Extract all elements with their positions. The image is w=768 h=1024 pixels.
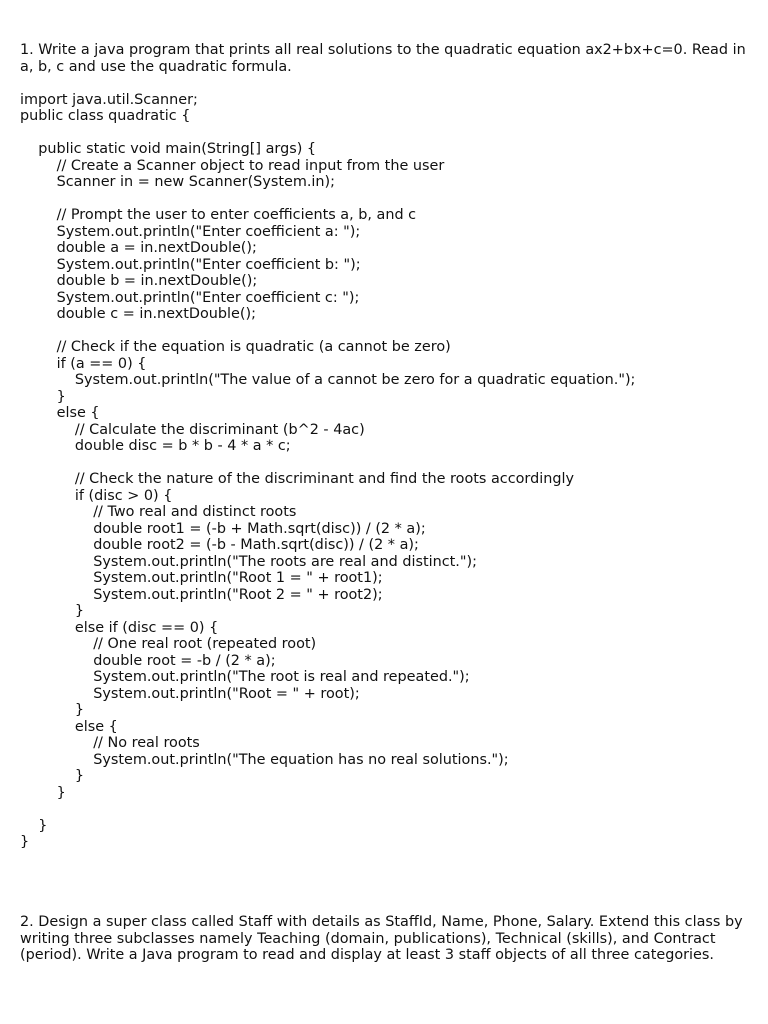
code-line: } [20,784,66,801]
code-line: System.out.println("The root is real and repeated."); [20,669,470,685]
blank-line [20,323,752,340]
code-line: System.out.println("Root 1 = " + root1); [20,570,383,586]
code-line: System.out.println("Enter coefficient a: "); [20,223,361,240]
blank-line [20,125,752,142]
code-line: double root1 = (-b + Math.sqrt(disc)) / (2 * a); [20,520,426,537]
code-line: // Two real and distinct roots [20,504,297,520]
question-1-text: 1. Write a java program that prints all real solutions to the quadratic equation ax2+bx+c=0. Read in a, b, c and use the quadratic formula. [20,42,746,75]
code-line: } [20,603,85,619]
code-line: // Check the nature of the discriminant and find the roots accordingly [20,471,574,487]
code-line: public static void main(String[] args) { [20,141,317,157]
code-line: import java.util.Scanner; [20,91,198,108]
code-line: System.out.println("Root 2 = " + root2); [20,586,383,603]
code-line: // Calculate the discriminant (b^2 - 4ac) [20,421,365,438]
code-line: else { [20,718,118,735]
code-line: System.out.println("Enter coefficient c: "); [20,289,360,306]
code-line: System.out.println("The value of a cannot be zero for a quadratic equation."); [20,372,636,388]
code-line: double b = in.nextDouble(); [20,273,258,289]
question-2-text: 2. Design a super class called Staff with details as StaffId, Name, Phone, Salary. Extend this class by writing three subclasses namely Teaching (domain, publications), Technical (skills), and Contract (period). Write a Java program to read and display at least 3 staff objects of all three categories. [20,914,743,963]
code-line: } [20,768,85,784]
blank-line [20,801,752,818]
code-line: double root = -b / (2 * a); [20,652,276,669]
document-body [20,42,752,963]
code-line: double a = in.nextDouble(); [20,240,257,256]
code-line: System.out.println("Enter coefficient b: "); [20,256,361,273]
blank-line [20,191,752,208]
code-line: // One real root (repeated root) [20,636,317,652]
code-line: else if (disc == 0) { [20,619,219,636]
code-line: } [20,702,85,718]
code-line: double c = in.nextDouble(); [20,306,256,322]
code-line: } [20,388,66,405]
code-line: // Create a Scanner object to read input from the user [20,157,445,174]
code-line: if (disc > 0) { [20,487,173,504]
code-line: } [20,834,30,850]
code-line: // Prompt the user to enter coefficients a, b, and c [20,207,417,223]
code-line: // No real roots [20,735,200,751]
code-line: if (a == 0) { [20,355,147,372]
code-line: // Check if the equation is quadratic (a cannot be zero) [20,339,451,355]
code-line: Scanner in = new Scanner(System.in); [20,174,335,190]
code-line: } [20,817,48,834]
code-line: System.out.println("The roots are real and distinct."); [20,553,477,570]
java-code-block [20,92,752,851]
code-line: public class quadratic { [20,108,191,124]
code-line: System.out.println("The equation has no real solutions."); [20,751,509,768]
code-line: System.out.println("Root = " + root); [20,685,360,702]
code-line: double root2 = (-b - Math.sqrt(disc)) / (2 * a); [20,537,419,553]
blank-line [20,455,752,472]
code-line: else { [20,405,100,421]
code-line: double disc = b * b - 4 * a * c; [20,438,291,454]
